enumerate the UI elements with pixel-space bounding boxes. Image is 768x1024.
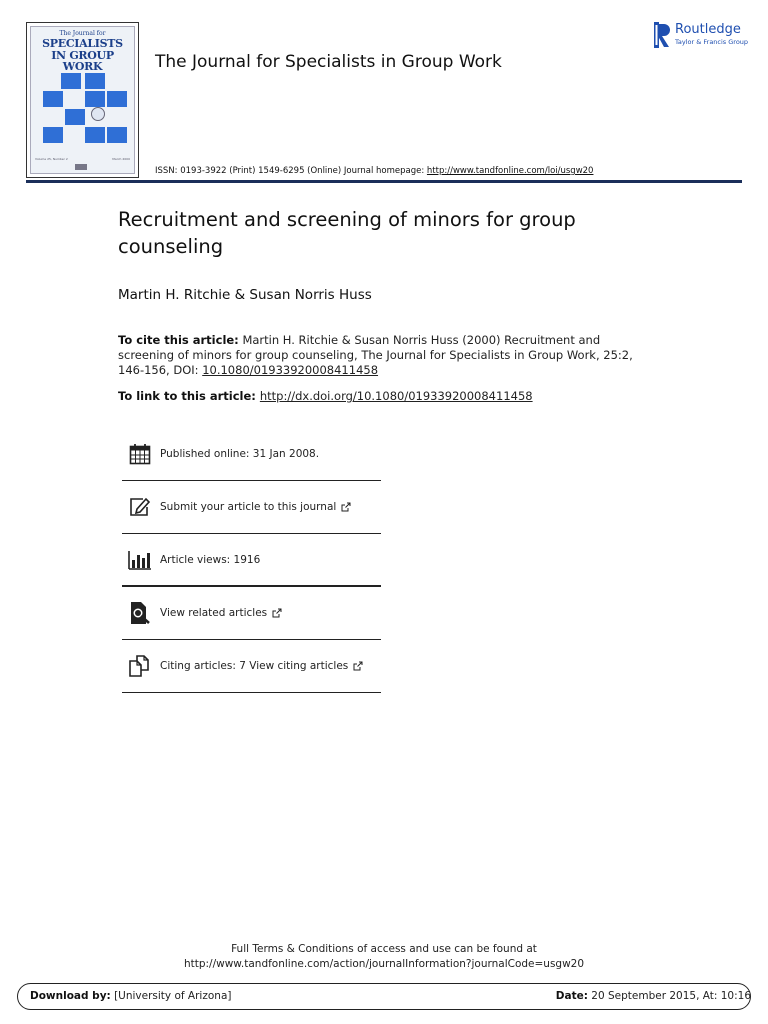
terms-url[interactable]: http://www.tandfonline.com/action/journalInformation?journalCode=usgw20 [183,958,585,970]
journal-title: The Journal for Specialists in Group Work [155,52,502,72]
citing-row[interactable] [122,640,381,693]
download-by [30,990,231,1002]
cover-square [85,127,105,143]
download-label: Download by: [30,990,111,1002]
cover-footer [35,157,130,161]
article-views: Article views: 1916 [160,553,261,566]
cover-square [61,73,81,89]
download-info-bar [17,983,751,1010]
cover-volume: Volume 25, Number 2 [35,157,68,161]
cover-square [43,91,63,107]
related-articles-link[interactable]: View related articles [160,607,268,619]
cover-square [85,73,105,89]
cover-art [30,26,135,174]
submit-link[interactable]: Submit your article to this journal [160,501,337,513]
journal-cover-image [26,22,139,178]
date-value: 20 September 2015, At: 10:16 [587,990,751,1002]
cover-publisher-logo-icon [75,164,87,170]
cite-text: Martin H. Ritchie & Susan Norris Huss (2000) Recruitment and screening of minors for group counseling, The Journal for Specialists in Group Work, 25:2, 146-156, DOI: [118,333,633,377]
cover-square [85,91,105,107]
edit-icon [127,494,153,520]
cover-square [43,127,63,143]
issn-line [155,166,593,176]
publisher-subtitle: Taylor & Francis Group [675,38,749,46]
doi-link[interactable]: 10.1080/01933920008411458 [202,363,379,377]
cover-date: March 2000 [112,157,130,161]
cover-title-line1: SPECIALISTS [42,37,123,50]
views-row [122,534,381,587]
external-link-icon [341,502,351,512]
article-link-line [118,389,533,403]
external-link-icon [272,608,282,618]
published-row [122,428,381,481]
header-rule [26,180,742,183]
published-date: Published online: 31 Jan 2008. [160,448,320,460]
cover-square [107,127,127,143]
external-link-icon [353,661,363,671]
related-row[interactable] [122,587,381,640]
download-date [556,990,751,1002]
routledge-logo-icon [654,22,670,48]
citing-documents-icon [127,653,153,679]
article-info-list [122,428,381,693]
submit-row[interactable] [122,481,381,534]
issn-text: ISSN: 0193-3922 (Print) 1549-6295 (Online) Journal homepage: [155,166,427,176]
download-value: [University of Arizona] [110,990,232,1002]
cite-label: To cite this article: [118,333,239,347]
terms-notice [0,942,768,972]
cover-square [65,109,85,125]
article-url-link[interactable]: http://dx.doi.org/10.1080/01933920008411458 [259,389,533,403]
search-document-icon [127,600,153,626]
article-authors: Martin H. Ritchie & Susan Norris Huss [118,287,372,303]
cover-square [107,91,127,107]
calendar-icon [127,441,153,467]
terms-line: Full Terms & Conditions of access and use can be found at [231,943,537,955]
journal-homepage-link[interactable]: http://www.tandfonline.com/loi/usgw20 [426,166,594,176]
publisher-name: Routledge [675,22,741,37]
link-label: To link to this article: [118,389,260,403]
publisher-logo [654,22,748,48]
cover-top-line: The Journal for [59,30,106,37]
bar-chart-icon [127,547,153,573]
cover-title-line2: IN GROUP WORK [51,49,114,73]
citing-articles-link[interactable]: Citing articles: 7 View citing articles [160,660,349,672]
date-label: Date: [555,990,588,1002]
citation [118,333,658,378]
article-title: Recruitment and screening of minors for group counseling [118,208,576,258]
cover-seal-icon [91,107,105,121]
